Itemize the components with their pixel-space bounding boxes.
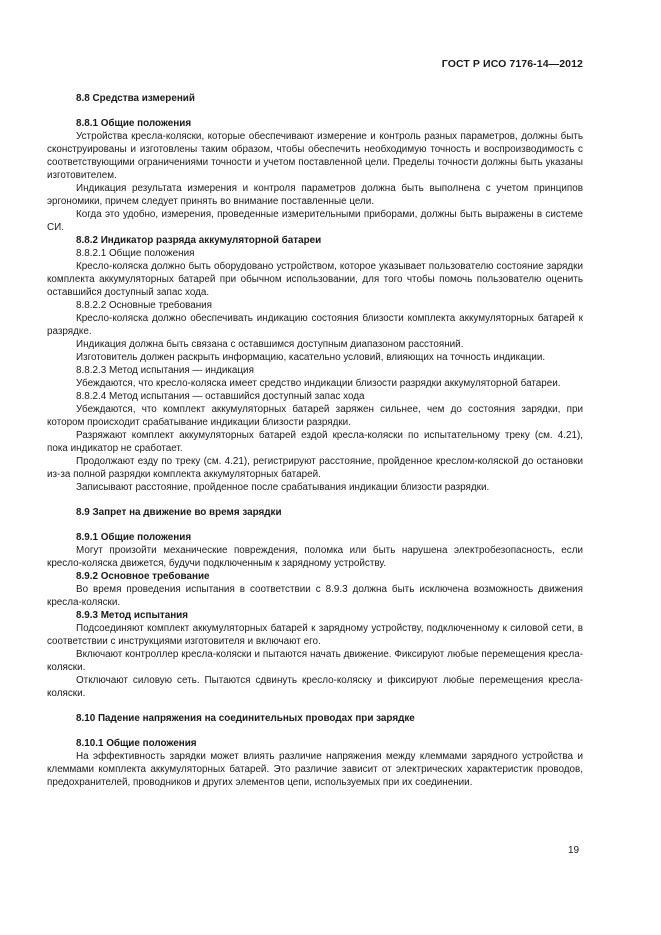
document-body [47,92,583,789]
section-8-8-title: 8.8 Средства измерений [76,93,195,104]
paragraph: На эффективность зарядки может влиять различие напряжения между клеммами зарядного устройства и клеммами комплекта аккумуляторных батарей. Это различие зависит от электрических характеристик проводов, предохранителей, проводников и других элементов цепи, используемых при их соединении. [47,751,583,788]
paragraph: Убеждаются, что кресло-коляска имеет средство индикации близости разрядки аккумуляторной батареи. [76,378,561,389]
standard-header: ГОСТ Р ИСО 7176-14—2012 [441,58,583,70]
paragraph: Индикация результата измерения и контроля параметров должна быть выполнена с учетом принципов эргономики, причем следует принять во внимание поставленные цели. [47,183,583,207]
paragraph: Могут произойти механические повреждения, поломка или быть нарушена электробезопасность, если кресло-коляска движется, будучи подключенным к зарядному устройству. [47,545,583,569]
paragraph: Когда это удобно, измерения, проведенные измерительными приборами, должны быть выражены в системе СИ. [47,209,583,233]
paragraph: Кресло-коляска должно быть оборудовано устройством, которое указывает пользователю состояние зарядки комплекта аккумуляторных батарей при обычном использовании, для того чтобы помочь пользователю оценить оставшийся доступный запас хода. [47,261,583,298]
page-number: 19 [568,845,580,856]
section-8-8-2-3-title: 8.8.2.3 Метод испытания — индикация [76,365,254,376]
paragraph: Индикация должна быть связана с оставшимся доступным диапазоном расстояний. [76,339,464,350]
paragraph: Изготовитель должен раскрыть информацию, касательно условий, влияющих на точность индикации. [76,352,546,363]
section-8-8-2-4-title: 8.8.2.4 Метод испытания — оставшийся доступный запас хода [76,391,365,402]
paragraph: Подсоединяют комплект аккумуляторных батарей к зарядному устройству, подключенному к силовой сети, в соответствии с инструкциями изготовителя и включают его. [47,623,583,647]
paragraph: Включают контроллер кресла-коляски и пытаются начать движение. Фиксируют любые перемещения кресла-коляски. [47,649,583,673]
section-8-10-title: 8.10 Падение напряжения на соединительных проводах при зарядке [76,713,415,724]
paragraph: Во время проведения испытания в соответствии с 8.9.3 должна быть исключена возможность движения кресла-коляски. [47,584,583,608]
paragraph: Устройства кресла-коляски, которые обеспечивают измерение и контроль разных параметров, должны быть сконструированы и изготовлены таким образом, чтобы обеспечить необходимую точность и воспроизводимость с соответствующими ограничениями точности и учетом поставленной цели. Пределы точности должны быть указаны изготовителем. [47,131,583,181]
paragraph: Убеждаются, что комплект аккумуляторных батарей заряжен сильнее, чем до состояния зарядки, при котором происходит срабатывание индикации близости разрядки. [47,404,583,428]
section-8-9-title: 8.9 Запрет на движение во время зарядки [76,507,282,518]
paragraph: Разряжают комплект аккумуляторных батарей ездой кресла-коляски по испытательному треку (см. 4.21), пока индикатор не сработает. [47,430,583,454]
paragraph: Продолжают езду по треку (см. 4.21), регистрируют расстояние, пройденное креслом-коляской до остановки из-за полной разрядки комплекта аккумуляторных батарей. [47,456,583,480]
section-8-8-2-2-title: 8.8.2.2 Основные требования [76,300,213,311]
section-8-9-3-title: 8.9.3 Метод испытания [76,610,188,621]
section-8-9-1-title: 8.9.1 Общие положения [76,532,192,543]
paragraph: Записывают расстояние, пройденное после срабатывания индикации близости разрядки. [76,482,490,493]
section-8-8-2-title: 8.8.2 Индикатор разряда аккумуляторной батареи [76,235,322,246]
section-8-10-1-title: 8.10.1 Общие положения [76,738,197,749]
paragraph: Кресло-коляска должно обеспечивать индикацию состояния близости комплекта аккумуляторных батарей к разрядке. [47,313,583,337]
section-8-8-2-1-title: 8.8.2.1 Общие положения [76,248,195,259]
paragraph: Отключают силовую сеть. Пытаются сдвинуть кресло-коляску и фиксируют любые перемещения кресла-коляски. [47,675,583,699]
section-8-9-2-title: 8.9.2 Основное требование [76,571,210,582]
section-8-8-1-title: 8.8.1 Общие положения [76,118,192,129]
